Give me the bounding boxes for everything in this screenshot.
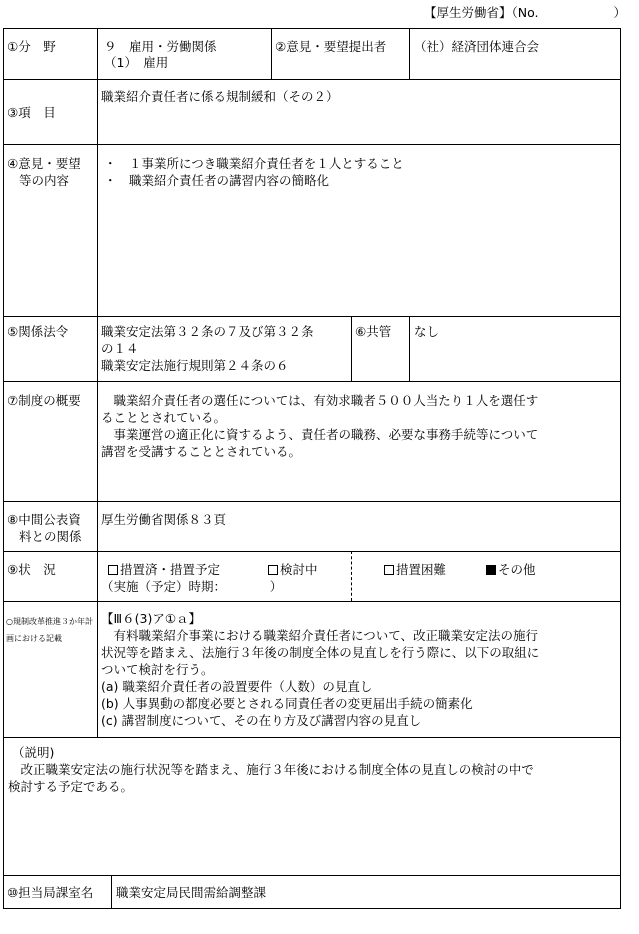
field-value-line1: ９ 雇用・労働関係 [104,39,217,54]
plan-line: 状況等を踏まえ、法施行３年後の制度全体の見直しを行う際に、以下の取組に [101,645,540,660]
divider [3,79,621,80]
divider [409,316,410,381]
division-value: 職業安定局民間需給調整課 [116,885,267,900]
divider [111,875,112,909]
system-line: ることとされている。 [101,410,227,425]
divider [271,28,272,79]
ministry-label: 【厚生労働省】 [424,5,512,20]
content-line: ・ 職業紹介責任者の講習内容の簡略化 [104,173,330,188]
plan-line: 有料職業紹介事業における職業紹介責任者について、改正職業安定法の施行 [101,628,539,643]
plan-line: (a) 職業紹介責任者の設置要件（人数）の見直し [101,679,373,694]
joint-label: ⑥共管 [355,324,392,339]
explanation-line: 改正職業安定法の施行状況等を踏まえ、施行３年後における制度全体の見直しの検討の中で [8,762,534,777]
divider [351,316,352,381]
divider [3,501,621,502]
plan-line: 【Ⅲ６(3)ア①ａ】 [101,611,202,626]
interim-label-line1: ⑧中間公表資 [7,512,81,527]
divider [3,737,621,738]
division-label: ⑩担当局課室名 [7,885,94,900]
status-dashed-divider [351,551,352,601]
divider [3,316,621,317]
divider [3,551,621,552]
divider [3,875,621,876]
status-option-difficult: 措置困難 [384,561,446,578]
content-label-line2: 等の内容 [19,173,70,188]
checkbox-empty-icon [384,565,394,575]
laws-label: ⑤関係法令 [7,324,69,339]
item-value: 職業紹介責任者に係る規制緩和（その２） [101,89,339,104]
divider [3,144,621,145]
content-label-line1: ④意見・要望 [7,156,81,171]
status-label: ⑨状 況 [7,562,56,577]
field-value-line2: （1） 雇用 [104,55,169,70]
submitter-label: ②意見・要望提出者 [275,39,387,54]
joint-value: なし [414,324,440,339]
system-line: 講習を受講することとされている。 [101,444,302,459]
number-label: （No. [511,5,539,20]
number-close: ） [613,5,627,20]
submitter-value: （社）経済団体連合会 [414,39,540,54]
field-label: ①分 野 [7,39,56,54]
item-label: ③項 目 [7,105,56,120]
checkbox-empty-icon [108,565,118,575]
document-header [424,4,626,21]
status-option-other: その他 [486,561,536,578]
content-line: ・ １事業所につき職業紹介責任者を１人とすること [104,156,404,171]
laws-line: の１４ [101,341,139,356]
interim-label-line2: 料との関係 [19,529,82,544]
explanation-line: 検討する予定である。 [8,779,134,794]
system-line: 職業紹介責任者の選任については、有効求職者５００人当たり１人を選任す [101,393,539,408]
divider [3,601,621,602]
plan-line: (b) 人事異動の都度必要とされる同責任者の変更届出手続の簡素化 [101,696,473,711]
divider [3,381,621,382]
explanation-label: （説明) [12,745,55,760]
plan-line: ついて検討を行う。 [101,662,214,677]
system-line: 事業運営の適正化に資するよう、責任者の職務、必要な事務手続等について [101,427,539,442]
checkbox-empty-icon [268,565,278,575]
laws-line: 職業安定法第３２条の７及び第３２条 [101,324,314,339]
status-option-implemented: 措置済・措置予定 [108,561,220,578]
status-option-implemented-schedule: （実施（予定）時期： ） [101,579,283,594]
plan-line: (c) 講習制度について、その在り方及び講習内容の見直し [101,713,422,728]
plan-label: ○規制改革推進３か年計画における記載 [6,617,93,643]
label-column-divider [97,28,98,737]
laws-line: 職業安定法施行規則第２４条の６ [101,358,289,373]
divider [409,28,410,79]
checkbox-filled-icon [486,565,496,575]
system-label: ⑦制度の概要 [7,393,81,408]
interim-value: 厚生労働省関係８３頁 [101,512,227,527]
status-option-under-review: 検討中 [268,561,318,578]
